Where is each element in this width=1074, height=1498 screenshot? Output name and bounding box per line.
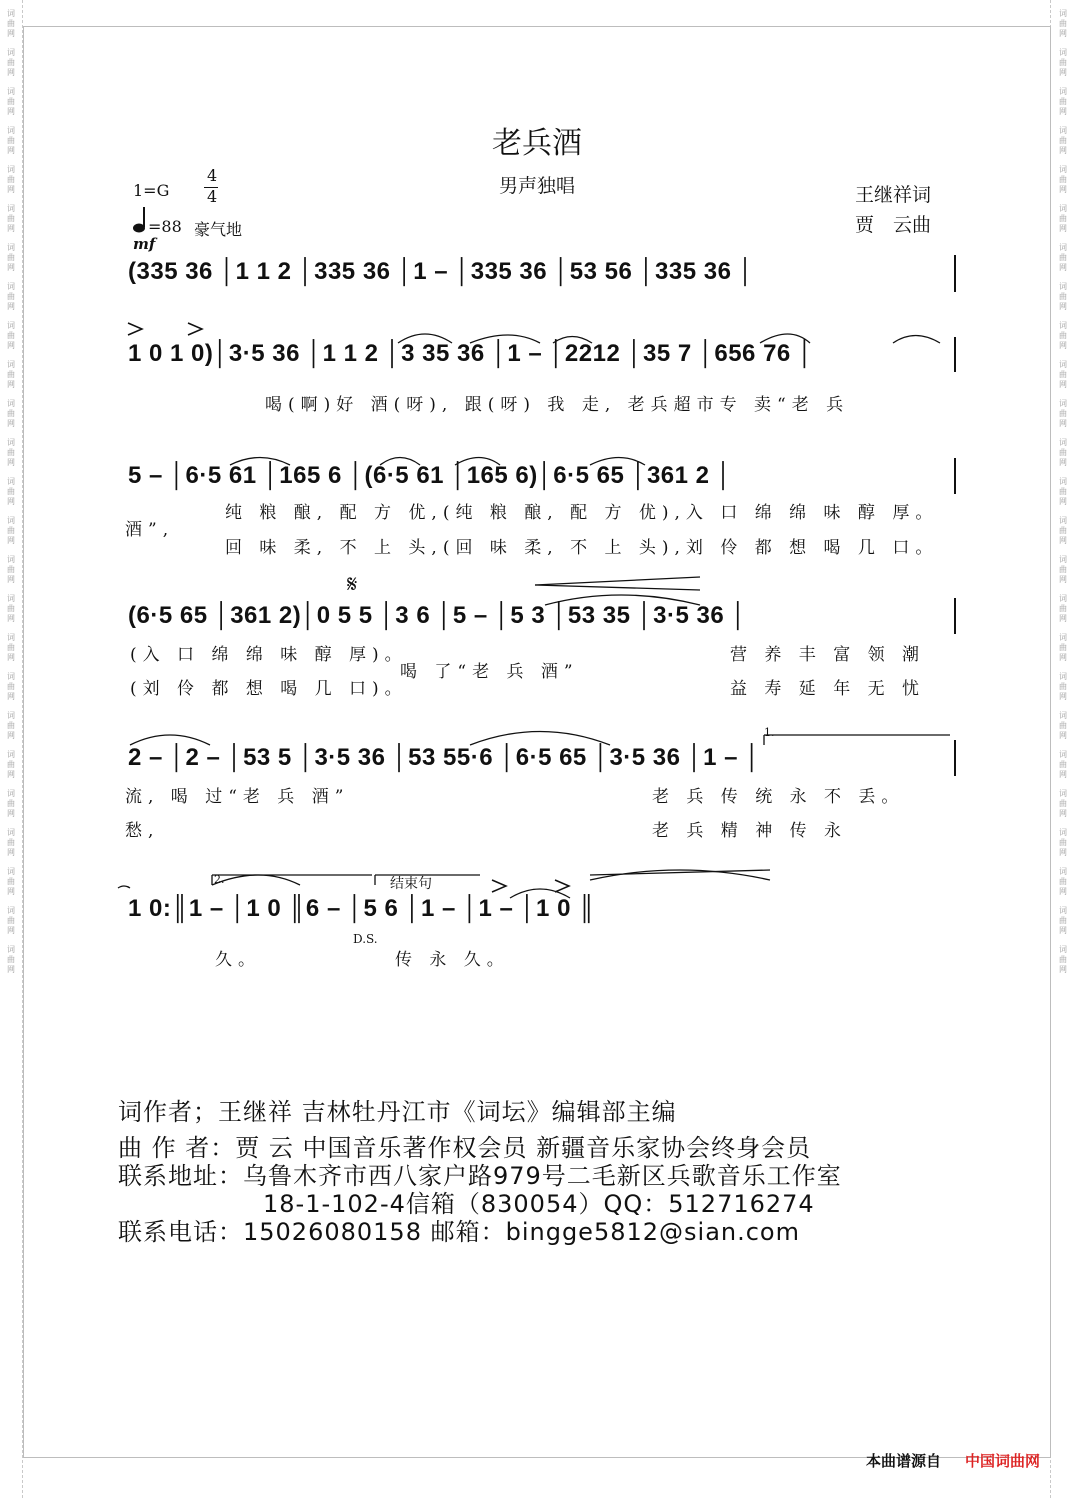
watermark-char: 曲 [1059, 604, 1067, 613]
expression-marking: 豪气地 [194, 220, 243, 239]
footer-text: 本曲谱源自 [865, 1452, 941, 1470]
watermark-char: 网 [1059, 926, 1067, 935]
watermark-char: 网 [7, 68, 15, 77]
watermark-char: 网 [1059, 653, 1067, 662]
watermark-char: 网 [7, 770, 15, 779]
watermark-char: 曲 [1059, 253, 1067, 262]
watermark-char: 词 [7, 360, 15, 369]
watermark-char: 词 [1059, 672, 1067, 681]
watermark-char: 词 [1059, 906, 1067, 915]
watermark-char: 网 [7, 185, 15, 194]
watermark-char: 曲 [7, 526, 15, 535]
watermark-char: 曲 [7, 877, 15, 886]
watermark-char: 词 [1059, 165, 1067, 174]
watermark-char: 曲 [1059, 838, 1067, 847]
watermark-char: 网 [1059, 107, 1067, 116]
watermark-char: 曲 [1059, 19, 1067, 28]
lyrics-line-6-second: 传 永 久。 [395, 950, 510, 970]
watermark-char: 曲 [7, 448, 15, 457]
watermark-char: 词 [7, 399, 15, 408]
watermark-char: 网 [1059, 341, 1067, 350]
watermark-char: 曲 [1059, 955, 1067, 964]
watermark-char: 词 [7, 165, 15, 174]
watermark-char: 网 [7, 653, 15, 662]
watermark-char: 曲 [7, 214, 15, 223]
watermark-char: 词 [1059, 9, 1067, 18]
watermark-char: 网 [7, 614, 15, 623]
lyrics-line-4-right-1: 营 养 丰 富 领 潮 [730, 645, 926, 665]
watermark-char: 词 [1059, 828, 1067, 837]
watermark-char: 词 [7, 555, 15, 564]
watermark-char: 曲 [1059, 877, 1067, 886]
watermark-char: 词 [7, 87, 15, 96]
watermark-char: 网 [1059, 68, 1067, 77]
watermark-char: 词 [1059, 750, 1067, 759]
watermark-char: 网 [7, 224, 15, 233]
volta-2-label: 2. [214, 873, 225, 886]
watermark-char: 曲 [1059, 916, 1067, 925]
watermark-char: 词 [1059, 945, 1067, 954]
watermark-char: 网 [1059, 692, 1067, 701]
watermark-char: 词 [1059, 789, 1067, 798]
watermark-char: 词 [7, 9, 15, 18]
lyrics-line-3-verse-2: 回 味 柔, 不 上 头,(回 味 柔, 不 上 头),刘 伶 都 想 喝 几 口。 [225, 538, 939, 558]
watermark-char: 词 [7, 750, 15, 759]
score-line-6: 1 0:║1 – │1 0 ║6 – │5 6 │1 – │1 – │1 0 ║ [128, 895, 596, 922]
watermark-char: 网 [1059, 614, 1067, 623]
score-line-5: 2 – │2 – │53 5 │3·5 36 │53 55·6 │6·5 65 │3·5 36 │1 – │ [128, 744, 761, 771]
lyrics-line-4-middle: 喝 了“老 兵 酒” [400, 662, 579, 682]
watermark-char: 网 [7, 497, 15, 506]
watermark-char: 网 [7, 29, 15, 38]
dynamic-marking: mf [133, 235, 156, 253]
watermark-char: 词 [7, 672, 15, 681]
tempo-marking: =88 [148, 217, 182, 236]
score-line-3: 5 – │6·5 61 │165 6 │(6·5 61 │165 6)│6·5 65 │361 2 │ [128, 462, 733, 489]
watermark-char: 词 [1059, 360, 1067, 369]
watermark-char: 曲 [1059, 331, 1067, 340]
score-line-4: (6·5 65 │361 2)│0 5 5 │3 6 │5 – │5 3 │53 35 │3·5 36 │ [128, 602, 747, 629]
info-address: 联系地址：乌鲁木齐市西八家户路979号二毛新区兵歌音乐工作室 [118, 1162, 842, 1190]
watermark-char: 曲 [7, 643, 15, 652]
watermark-char: 网 [1059, 146, 1067, 155]
watermark-char: 网 [7, 107, 15, 116]
watermark-char: 网 [1059, 29, 1067, 38]
watermark-char: 曲 [1059, 526, 1067, 535]
watermark-char: 曲 [7, 721, 15, 730]
watermark-char: 曲 [7, 760, 15, 769]
watermark-char: 网 [7, 380, 15, 389]
lyrics-line-5-right-2: 老 兵 精 神 传 永 [652, 821, 848, 841]
watermark-char: 词 [7, 867, 15, 876]
watermark-char: 网 [7, 848, 15, 857]
watermark-char: 曲 [7, 955, 15, 964]
watermark-char: 曲 [1059, 448, 1067, 457]
watermark-char: 词 [7, 711, 15, 720]
watermark-char: 词 [7, 906, 15, 915]
watermark-char: 网 [7, 302, 15, 311]
watermark-char: 网 [1059, 263, 1067, 272]
watermark-char: 词 [7, 48, 15, 57]
watermark-char: 词 [1059, 594, 1067, 603]
lyrics-line-3-start: 酒”, [125, 520, 175, 540]
watermark-char: 词 [7, 945, 15, 954]
watermark-char: 曲 [1059, 214, 1067, 223]
lyrics-line-5-right-1: 老 兵 传 统 永 不 丢。 [652, 787, 905, 807]
volta-1-label: 1. [764, 726, 775, 739]
info-contact: 联系电话：15026080158 邮箱：bingge5812@sian.com [118, 1218, 800, 1246]
watermark-char: 曲 [7, 409, 15, 418]
info-composer: 曲 作 者：贾 云 中国音乐著作权会员 新疆音乐家协会终身会员 [118, 1134, 812, 1162]
watermark-char: 曲 [7, 682, 15, 691]
watermark-char: 词 [7, 828, 15, 837]
watermark-char: 词 [1059, 321, 1067, 330]
watermark-char: 词 [1059, 282, 1067, 291]
watermark-char: 网 [7, 419, 15, 428]
footer-site-link[interactable]: 中国词曲网 [964, 1452, 1040, 1470]
key-signature: 1=G [133, 181, 170, 200]
watermark-char: 曲 [7, 838, 15, 847]
ending-label: 结束句 [390, 876, 432, 892]
watermark-char: 网 [7, 263, 15, 272]
lyricist-credit: 王继祥词 [855, 184, 932, 206]
watermark-char: 网 [1059, 887, 1067, 896]
watermark-char: 词 [1059, 711, 1067, 720]
watermark-char: 网 [7, 458, 15, 467]
composer-credit: 贾 云曲 [855, 214, 932, 236]
watermark-char: 词 [1059, 48, 1067, 57]
score-line-1: (335 36 │1 1 2 │335 36 │1 – │335 36 │53 56 │335 36 │ [128, 258, 755, 285]
watermark-char: 曲 [1059, 292, 1067, 301]
watermark-char: 网 [1059, 497, 1067, 506]
watermark-char: 曲 [1059, 760, 1067, 769]
lyrics-line-4-right-2: 益 寿 延 年 无 忧 [730, 679, 926, 699]
watermark-char: 曲 [7, 292, 15, 301]
watermark-char: 曲 [1059, 799, 1067, 808]
watermark-char: 词 [7, 594, 15, 603]
watermark-char: 词 [1059, 867, 1067, 876]
time-signature-bottom: 4 [207, 187, 218, 206]
watermark-char: 词 [7, 204, 15, 213]
segno-sign: 𝄋 [347, 570, 358, 598]
watermark-char: 曲 [7, 916, 15, 925]
song-subtitle: 男声独唱 [498, 175, 575, 197]
lyrics-line-5-verse-2: 愁, [125, 821, 160, 841]
watermark-char: 曲 [1059, 409, 1067, 418]
watermark-char: 网 [7, 926, 15, 935]
watermark-char: 曲 [1059, 643, 1067, 652]
watermark-char: 词 [1059, 87, 1067, 96]
watermark-char: 曲 [1059, 136, 1067, 145]
watermark-char: 曲 [7, 487, 15, 496]
lyrics-line-2: 喝(啊)好 酒(呀), 跟(呀) 我 走, 老兵超市专 卖“老 兵 [265, 395, 850, 415]
watermark-char: 曲 [1059, 682, 1067, 691]
watermark-char: 曲 [7, 97, 15, 106]
watermark-char: 网 [1059, 848, 1067, 857]
watermark-char: 曲 [1059, 370, 1067, 379]
watermark-char: 词 [7, 282, 15, 291]
watermark-char: 曲 [7, 175, 15, 184]
watermark-char: 词 [1059, 555, 1067, 564]
watermark-char: 词 [7, 243, 15, 252]
watermark-char: 网 [7, 341, 15, 350]
watermark-char: 网 [1059, 809, 1067, 818]
watermark-char: 曲 [7, 19, 15, 28]
lyrics-line-6-first: 久。 [215, 950, 261, 970]
watermark-char: 曲 [7, 253, 15, 262]
watermark-char: 曲 [7, 136, 15, 145]
watermark-char: 网 [1059, 224, 1067, 233]
watermark-char: 网 [7, 887, 15, 896]
watermark-char: 网 [1059, 536, 1067, 545]
watermark-char: 网 [7, 731, 15, 740]
watermark-char: 词 [1059, 243, 1067, 252]
watermark-char: 词 [7, 438, 15, 447]
watermark-char: 网 [7, 575, 15, 584]
info-mailbox: 18-1-102-4信箱（830054）QQ：512716274 [263, 1190, 815, 1218]
watermark-char: 曲 [1059, 565, 1067, 574]
watermark-char: 曲 [7, 799, 15, 808]
watermark-char: 词 [7, 126, 15, 135]
lyrics-line-3-verse-1: 纯 粮 酿, 配 方 优,(纯 粮 酿, 配 方 优),入 口 绵 绵 味 醇 厚。 [225, 503, 939, 523]
dal-segno-mark: D.S. [353, 932, 378, 946]
watermark-char: 词 [7, 789, 15, 798]
watermark-char: 词 [7, 321, 15, 330]
watermark-char: 词 [1059, 126, 1067, 135]
lyrics-line-5-verse-1: 流, 喝 过“老 兵 酒” [125, 787, 350, 807]
watermark-char: 曲 [1059, 97, 1067, 106]
song-title: 老兵酒 [492, 126, 582, 161]
watermark-char: 网 [1059, 575, 1067, 584]
watermark-char: 网 [1059, 302, 1067, 311]
score-line-2: 1 0 1 0)│3·5 36 │1 1 2 │3 35 36 │1 – │2212 │35 7 │656 76 │ [128, 340, 814, 367]
watermark-char: 网 [7, 692, 15, 701]
watermark-char: 曲 [7, 604, 15, 613]
watermark-char: 曲 [7, 58, 15, 67]
footer-source [866, 1450, 1040, 1471]
watermark-char: 词 [1059, 516, 1067, 525]
watermark-char: 曲 [7, 331, 15, 340]
watermark-char: 曲 [1059, 58, 1067, 67]
watermark-char: 曲 [7, 565, 15, 574]
watermark-char: 词 [1059, 399, 1067, 408]
watermark-char: 网 [7, 146, 15, 155]
watermark-char: 网 [1059, 380, 1067, 389]
watermark-char: 网 [1059, 458, 1067, 467]
watermark-char: 网 [1059, 419, 1067, 428]
watermark-char: 曲 [1059, 487, 1067, 496]
watermark-char: 词 [1059, 438, 1067, 447]
watermark-char: 曲 [1059, 721, 1067, 730]
watermark-char: 词 [1059, 204, 1067, 213]
watermark-char: 词 [1059, 477, 1067, 486]
watermark-char: 词 [7, 477, 15, 486]
watermark-char: 网 [1059, 731, 1067, 740]
watermark-char: 词 [7, 516, 15, 525]
time-signature-top: 4 [207, 166, 218, 185]
watermark-char: 网 [1059, 185, 1067, 194]
watermark-char: 词 [1059, 633, 1067, 642]
watermark-char: 网 [7, 809, 15, 818]
watermark-char: 网 [1059, 965, 1067, 974]
watermark-char: 网 [1059, 770, 1067, 779]
watermark-char: 曲 [1059, 175, 1067, 184]
watermark-char: 网 [7, 536, 15, 545]
watermark-char: 网 [7, 965, 15, 974]
watermark-char: 曲 [7, 370, 15, 379]
info-lyricist: 词作者；王继祥 吉林牡丹江市《词坛》编辑部主编 [118, 1098, 677, 1126]
lyrics-line-4-verse-2: (刘 伶 都 想 喝 几 口)。 [130, 679, 408, 699]
lyrics-line-4-verse-1: (入 口 绵 绵 味 醇 厚)。 [130, 645, 408, 665]
watermark-char: 词 [7, 633, 15, 642]
